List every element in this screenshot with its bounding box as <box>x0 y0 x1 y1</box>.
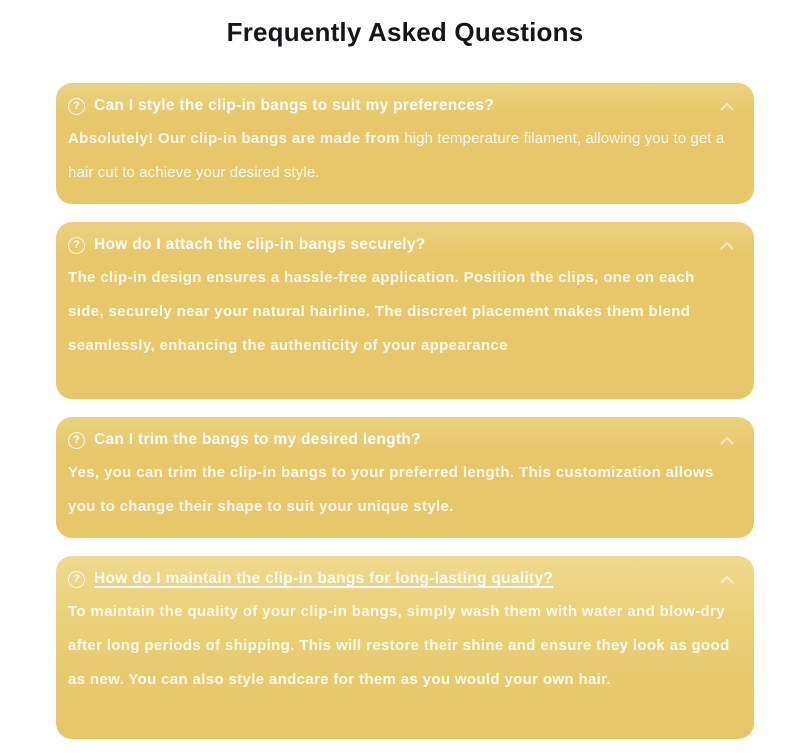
faq-card <box>56 83 754 204</box>
faq-answer <box>68 595 740 697</box>
faq-question-text: How do I maintain the clip-in bangs for long-lasting quality? <box>94 570 554 587</box>
faq-card <box>56 222 754 399</box>
faq-answer <box>68 456 740 524</box>
faq-card <box>56 417 754 538</box>
faq-question-text: Can I trim the bangs to my desired length? <box>94 431 421 448</box>
faq-question-row[interactable] <box>68 94 740 118</box>
chevron-up-icon <box>720 102 734 111</box>
faq-answer-segment: high temperature filament, allowing you to get a hair cut to achieve your desired style. <box>68 130 725 181</box>
question-mark-icon: ? <box>68 237 85 254</box>
chevron-up-icon <box>720 241 734 250</box>
faq-list <box>56 83 754 739</box>
page-title: Frequently Asked Questions <box>226 17 584 47</box>
faq-question-row[interactable] <box>68 567 740 591</box>
question-mark-icon: ? <box>68 571 85 588</box>
faq-question-row[interactable] <box>68 233 740 257</box>
chevron-up-icon <box>720 575 734 584</box>
faq-answer-segment: To maintain the quality of your clip-in bangs, simply wash them with water and blow-dry after long periods of shipping. This will restore their shine and ensure they look as good as new. You can also style andcare for them as you would your own hair. <box>68 603 730 688</box>
faq-question-text: How do I attach the clip-in bangs securely? <box>94 236 426 253</box>
faq-section <box>0 16 789 753</box>
faq-answer-segment: Yes, you can trim the clip-in bangs to your preferred length. This customization allows you to change their shape to suit your unique style. <box>68 464 714 515</box>
faq-card <box>56 556 754 739</box>
faq-question-text: Can I style the clip-in bangs to suit my preferences? <box>94 97 495 114</box>
faq-answer <box>68 122 740 190</box>
question-mark-icon: ? <box>68 98 85 115</box>
faq-question-row[interactable] <box>68 428 740 452</box>
faq-answer <box>68 261 740 363</box>
faq-answer-segment: The clip-in design ensures a hassle-free application. Position the clips, one on each side, securely near your natural hairline. The discreet placement makes them blend seamlessly, enhancing the authenticity of your appearance <box>68 269 695 354</box>
question-mark-icon: ? <box>68 432 85 449</box>
faq-answer-segment: Absolutely! Our clip-in bangs are made from <box>68 130 405 147</box>
chevron-up-icon <box>720 436 734 445</box>
